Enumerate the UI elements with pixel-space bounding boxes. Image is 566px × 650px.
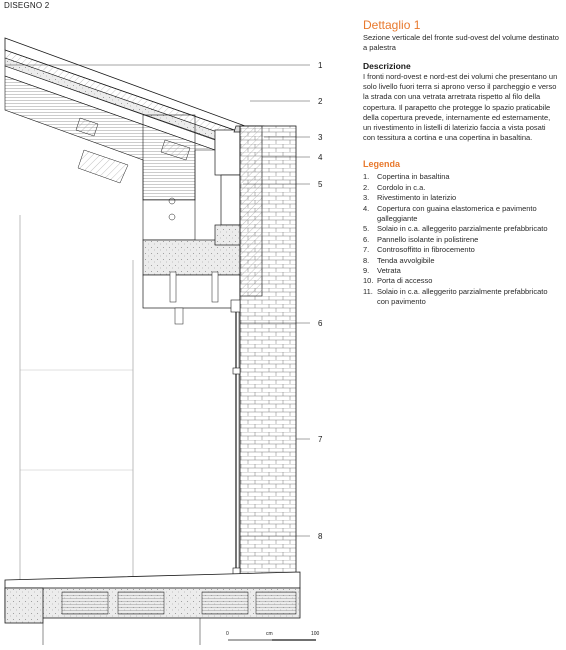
legend-item-text: Solaio in c.a. alleggerito parzialmente prefabbricato — [377, 224, 548, 234]
legend-item — [363, 266, 559, 276]
legend-item-text: Rivestimento in laterizio — [377, 193, 457, 203]
legend-item-number: 3. — [363, 193, 370, 203]
callout-3: 3 — [318, 133, 323, 142]
legend-item — [363, 193, 559, 203]
legend-item — [363, 287, 559, 308]
interior-lines — [20, 215, 133, 620]
callout-8: 8 — [318, 532, 323, 541]
scale-unit-label: cm — [266, 631, 273, 637]
legend-item-number: 1. — [363, 172, 370, 182]
legend-item-text: Copertina in basaltina — [377, 172, 450, 182]
legend-item-number: 11. — [363, 286, 373, 296]
floor-slab — [5, 572, 300, 645]
legend-item — [363, 183, 559, 193]
legend-item-number: 10. — [363, 276, 374, 286]
legend-item-number: 9. — [363, 266, 370, 276]
legend-item-number: 4. — [363, 203, 370, 213]
legend-item — [363, 204, 559, 225]
callout-2: 2 — [318, 97, 323, 106]
legend-item-text: Porta di accesso — [377, 276, 433, 286]
callout-4: 4 — [318, 153, 323, 162]
legend-heading: Legenda — [363, 159, 401, 170]
legend-item — [363, 256, 559, 266]
legend-item-number: 2. — [363, 182, 370, 192]
callout-6: 6 — [318, 319, 323, 328]
legend-item-text: Copertura con guaina elastomerica e pavimento galleggiante — [377, 203, 537, 224]
detail-subtitle: Sezione verticale del fronte sud-ovest del volume destinato a palestra — [363, 33, 559, 52]
legend-item-number: 5. — [363, 224, 370, 234]
legend-item — [363, 224, 559, 234]
legend-item-text: Pannello isolante in polistirene — [377, 234, 479, 244]
scale-end-label: 100 — [311, 631, 320, 637]
legend-item — [363, 172, 559, 182]
legend-item-text: Tenda avvolgibile — [377, 255, 435, 265]
callout-7: 7 — [318, 435, 323, 444]
legend-item — [363, 245, 559, 255]
callout-1: 1 — [318, 61, 323, 70]
sheet-label: DISEGNO 2 — [4, 1, 50, 10]
description-heading: Descrizione — [363, 61, 411, 71]
legend-item — [363, 235, 559, 245]
description-text: I fronti nord-ovest e nord-est dei volumi che presentano un solo livello fuori terra si aprono verso il parcheggio e verso la strada con una vetrata arretrata rispetto al filo della copertura. Il parapetto che protegge lo spazio praticabile della copertura prevede, internamente ed esternamente, un rivestimento in listelli di laterizio faccia a vista posati con tessitura a cortina e una copertina in basaltina. — [363, 72, 558, 143]
callout-5: 5 — [318, 180, 323, 189]
legend-item-text: Cordolo in c.a. — [377, 182, 426, 192]
detail-title: Dettaglio 1 — [363, 18, 421, 32]
legend-list — [363, 172, 559, 307]
glazing — [231, 300, 240, 576]
legend-item-number: 8. — [363, 255, 370, 265]
text-panel — [363, 18, 559, 308]
legend-item-number: 6. — [363, 234, 370, 244]
legend-item-text: Controsoffitto in fibrocemento — [377, 245, 475, 255]
legend-item-number: 7. — [363, 245, 370, 255]
legend-item-text: Solaio in c.a. alleggerito parzialmente prefabbricato con pavimento — [377, 286, 548, 307]
legend-item-text: Vetrata — [377, 266, 401, 276]
scale-start-label: 0 — [226, 631, 229, 637]
legend-item — [363, 276, 559, 286]
